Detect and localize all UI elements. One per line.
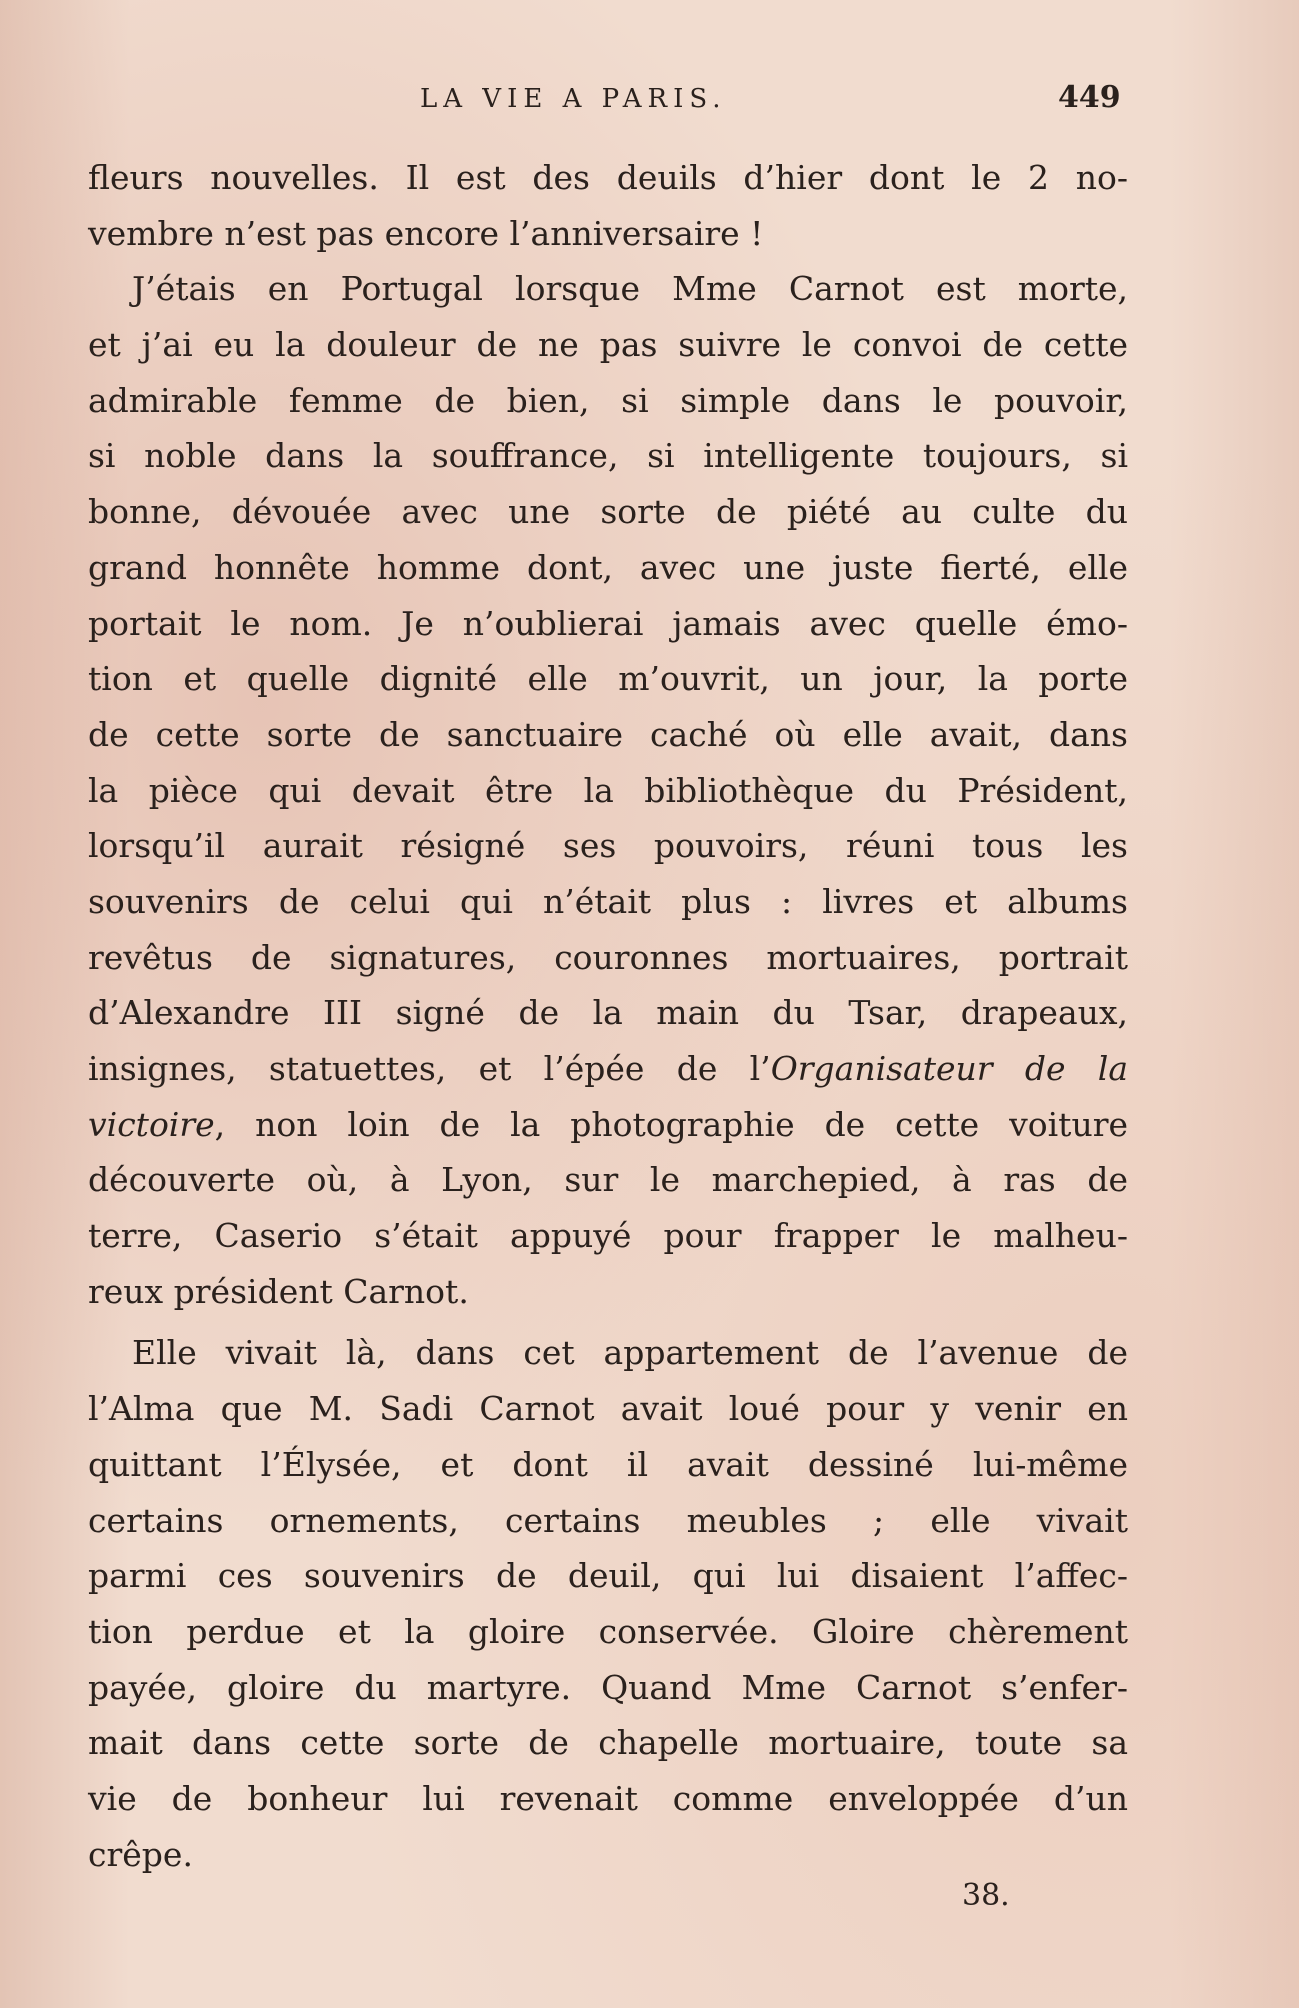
text-line: revêtus de signatures, couronnes mortuaires, portrait [88,937,1128,977]
text-line: d’Alexandre III signé de la main du Tsar, drapeaux, [88,993,1128,1033]
text-segment: , non loin de la photographie de cette voiture [214,1104,1128,1144]
text-line: bonne, dévouée avec une sorte de piété au culte du [88,492,1128,532]
text-line-mixed [88,1041,1128,1097]
text-line: payée, gloire du martyre. Quand Mme Carnot s’enfer- [88,1667,1128,1707]
text-line: tion et quelle dignité elle m’ouvrit, un jour, la porte [88,659,1128,699]
text-line: crêpe. [88,1834,193,1874]
text-line: la pièce qui devait être la bibliothèque du Président, [88,770,1128,810]
text-line: portait le nom. Je n’oublierai jamais avec quelle émo- [88,603,1128,643]
text-line: reux président Carnot. [88,1271,469,1311]
text-line: parmi ces souvenirs de deuil, qui lui disaient l’affec- [88,1556,1128,1596]
text-line: admirable femme de bien, si simple dans le pouvoir, [88,380,1128,420]
text-line: Elle vivait là, dans cet appartement de l’avenue de [132,1333,1128,1373]
signature-mark: 38. [962,1878,1010,1913]
text-line: découverte où, à Lyon, sur le marchepied, à ras de [88,1160,1128,1200]
text-line: grand honnête homme dont, avec une juste fierté, elle [88,547,1128,587]
text-line: de cette sorte de sanctuaire caché où elle avait, dans [88,714,1128,754]
text-line: souvenirs de celui qui n’était plus : livres et albums [88,881,1128,921]
text-line-mixed [88,1097,1128,1153]
text-segment: insignes, statuettes, et l’épée de l’ [88,1049,771,1088]
text-line: si noble dans la souffrance, si intelligente toujours, si [88,436,1128,476]
text-line: terre, Caserio s’était appuyé pour frapper le malheu- [88,1216,1128,1256]
text-line: tion perdue et la gloire conservée. Gloire chèrement [88,1611,1128,1651]
text-line: certains ornements, certains meubles ; elle vivait [88,1500,1128,1540]
text-line: lorsqu’il aurait résigné ses pouvoirs, réuni tous les [88,826,1128,866]
body-text [88,150,1128,1882]
text-line: l’Alma que M. Sadi Carnot avait loué pour y venir en [88,1389,1128,1429]
text-line: quittant l’Élysée, et dont il avait dessiné lui-même [88,1444,1128,1484]
page-number: 449 [1058,80,1121,115]
text-line: fleurs nouvelles. Il est des deuils d’hier dont le 2 no- [88,158,1128,197]
text-line: vie de bonheur lui revenait comme enveloppée d’un [88,1778,1128,1818]
text-line: mait dans cette sorte de chapelle mortuaire, toute sa [88,1723,1128,1763]
text-line: et j’ai eu la douleur de ne pas suivre le convoi de cette [88,325,1128,365]
text-line: vembre n’est pas encore l’anniversaire ! [88,213,764,253]
running-title: LA VIE A PARIS. [420,84,727,114]
italic-title: victoire [88,1104,215,1144]
text-line: J’étais en Portugal lorsque Mme Carnot est morte, [132,269,1128,309]
italic-title: Organisateur de la [770,1049,1128,1088]
